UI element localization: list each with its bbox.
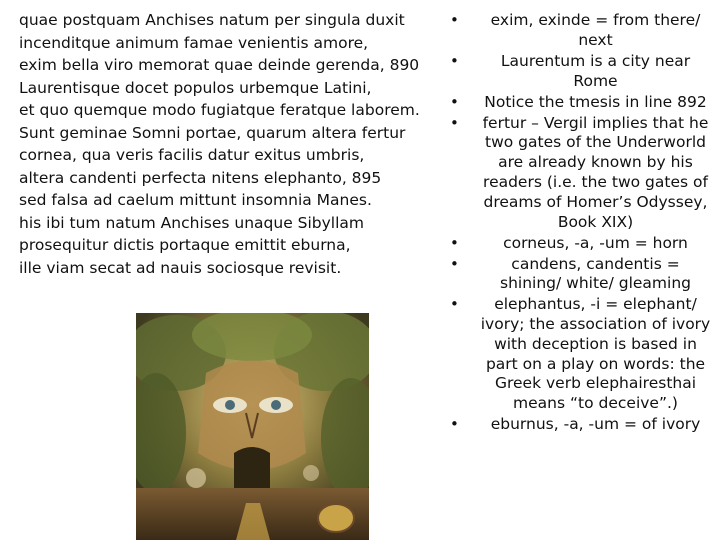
latin-line: exim bella viro memorat quae deinde gerenda, 890 bbox=[19, 56, 420, 74]
bullet-icon: • bbox=[450, 113, 459, 132]
leaf-accent bbox=[303, 465, 319, 481]
note-item bbox=[442, 11, 712, 51]
leaf-accent bbox=[186, 468, 206, 488]
note-text: corneus, -a, -um = horn bbox=[503, 233, 688, 252]
latin-line: Laurentisque docet populos urbemque Latini, bbox=[19, 78, 372, 97]
bullet-icon: • bbox=[450, 51, 459, 70]
bullet-icon: • bbox=[450, 233, 459, 252]
latin-line: prosequitur dictis portaque emittit eburna, bbox=[19, 236, 351, 254]
bullet-icon: • bbox=[450, 415, 459, 434]
vocabulary-notes bbox=[442, 11, 712, 436]
note-text: candens, candentis = shining/ white/ gleaming bbox=[500, 254, 691, 293]
medallion bbox=[318, 504, 354, 532]
note-item bbox=[442, 415, 712, 435]
note-item bbox=[442, 52, 712, 92]
bullet-icon: • bbox=[450, 254, 459, 273]
latin-line: sed falsa ad caelum mittunt insomnia Manes. bbox=[19, 191, 372, 209]
note-item bbox=[442, 114, 712, 233]
latin-passage bbox=[19, 9, 449, 279]
note-item bbox=[442, 234, 712, 254]
right-iris bbox=[271, 400, 281, 410]
latin-line: ille viam secat ad nauis sociosque revisit. bbox=[19, 258, 342, 277]
note-text: eburnus, -a, -um = of ivory bbox=[490, 415, 701, 434]
latin-line: cornea, qua veris facilis datur exitus umbris, bbox=[19, 146, 365, 164]
latin-line: his ibi tum natum Anchises unaque Sibyllam bbox=[19, 213, 365, 232]
painting-illustration bbox=[136, 313, 369, 540]
latin-line: Sunt geminae Somni portae, quarum altera fertur bbox=[19, 123, 406, 142]
latin-line: altera candenti perfecta nitens elephanto, 895 bbox=[19, 168, 382, 187]
note-text: fertur – Vergil implies that he two gates of the Underworld are already known by his readers (i.e. the two gates of dreams of Homer’s Odyssey, Book XIX) bbox=[482, 113, 709, 231]
left-iris bbox=[225, 400, 235, 410]
latin-line: et quo quemque modo fugiatque feratque laborem. bbox=[19, 101, 420, 119]
bullet-icon: • bbox=[450, 295, 459, 314]
latin-line: incenditque animum famae venientis amore, bbox=[19, 33, 369, 52]
bullet-icon: • bbox=[450, 92, 459, 111]
note-text: Laurentum is a city near Rome bbox=[500, 51, 691, 90]
note-item bbox=[442, 255, 712, 295]
gates-of-sleep-painting bbox=[136, 313, 369, 540]
note-text: Notice the tmesis in line 892 bbox=[484, 92, 707, 111]
note-item bbox=[442, 295, 712, 414]
bullet-icon: • bbox=[450, 11, 459, 29]
note-text: elephantus, -i = elephant/ ivory; the association of ivory with deception is based in part on a play on words: the Greek verb elephairesthai means “to deceive”.) bbox=[480, 295, 711, 413]
note-text: exim, exinde = from there/ next bbox=[490, 11, 701, 49]
note-item bbox=[442, 93, 712, 113]
latin-line: quae postquam Anchises natum per singula duxit bbox=[19, 11, 405, 29]
